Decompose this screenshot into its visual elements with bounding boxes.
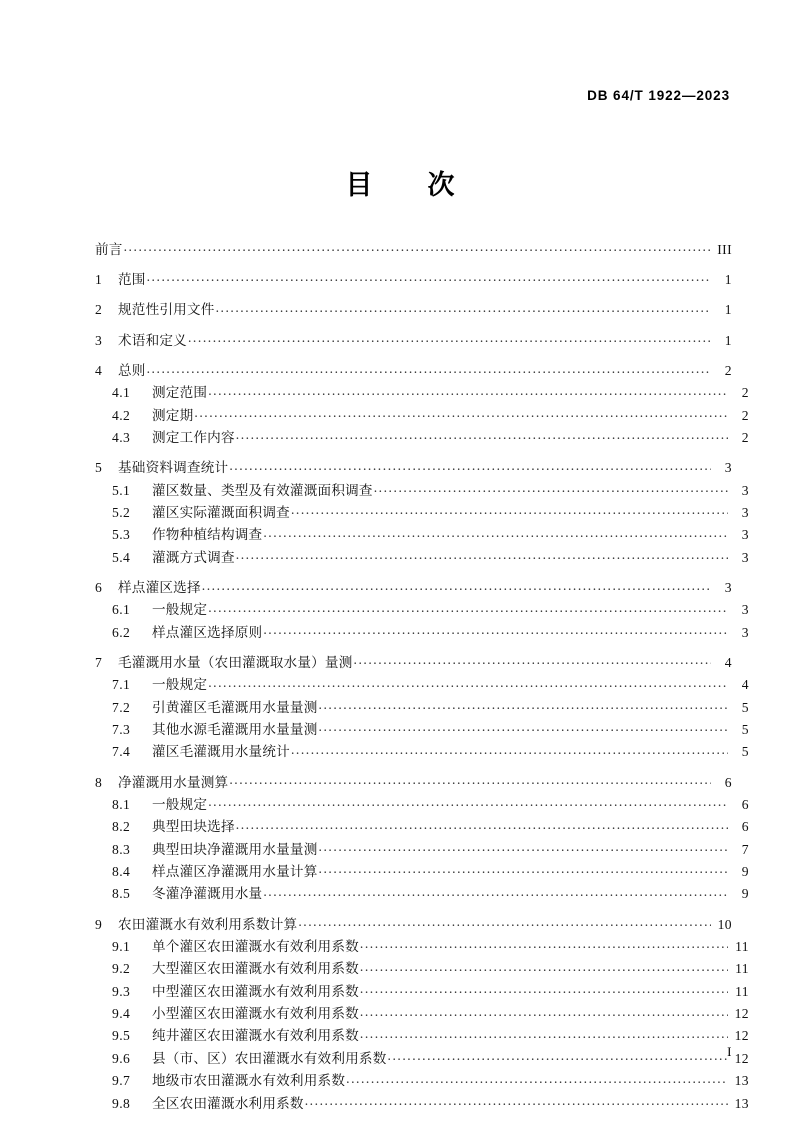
toc-entry[interactable] xyxy=(95,795,749,811)
toc-entry-page-number: 1 xyxy=(724,302,732,318)
toc-entry-page-number: 4 xyxy=(741,677,749,693)
toc-leader-dots xyxy=(229,773,711,787)
toc-leader-dots xyxy=(319,698,728,712)
toc-leader-dots xyxy=(263,623,728,637)
toc-leader-dots xyxy=(298,915,711,929)
toc-entry-label: 样点灌区净灌溉用水量计算 xyxy=(152,864,318,880)
toc-leader-dots xyxy=(360,982,728,996)
toc-entry-label: 前言 xyxy=(95,241,123,257)
toc-entry-page-number: 11 xyxy=(735,961,749,977)
toc-entry[interactable] xyxy=(95,1027,749,1043)
toc-entry-label: 县（市、区）农田灌溉水有效利用系数 xyxy=(152,1050,387,1066)
toc-entry-number: 6.2 xyxy=(112,624,131,640)
toc-entry[interactable] xyxy=(95,885,749,901)
toc-entry[interactable] xyxy=(95,406,749,422)
toc-entry-label: 灌区实际灌溉面积调查 xyxy=(152,504,290,520)
toc-leader-dots xyxy=(360,960,728,974)
toc-entry-label: 小型灌区农田灌溉水有效利用系数 xyxy=(152,1006,359,1022)
toc-entry-page-number: 3 xyxy=(724,460,732,476)
toc-entry-label: 灌区数量、类型及有效灌溉面积调查 xyxy=(152,482,373,498)
toc-entry-page-number: 5 xyxy=(741,721,749,737)
toc-entry-page-number: 3 xyxy=(741,624,749,640)
toc-entry-number: 7 xyxy=(95,655,103,671)
toc-entry-page-number: 3 xyxy=(741,482,749,498)
toc-entry[interactable] xyxy=(95,676,749,692)
toc-entry[interactable] xyxy=(95,601,749,617)
toc-entry-label: 灌溉方式调查 xyxy=(152,549,235,565)
toc-entry-label: 其他水源毛灌溉用水量量测 xyxy=(152,721,318,737)
toc-entry[interactable] xyxy=(95,526,749,542)
toc-entry-page-number: 6 xyxy=(724,774,732,790)
page-number-footer: I xyxy=(727,1044,732,1059)
toc-entry-number: 9.6 xyxy=(112,1050,131,1066)
toc-entry[interactable] xyxy=(95,623,749,639)
toc-entry-number: 4.2 xyxy=(112,407,131,423)
toc-entry-page-number: 6 xyxy=(741,796,749,812)
toc-entry-page-number: 5 xyxy=(741,699,749,715)
toc-entry-label: 测定范围 xyxy=(152,385,208,401)
toc-entry-number: 6.1 xyxy=(112,602,131,618)
toc-entry-label: 农田灌溉水有效利用系数计算 xyxy=(118,916,298,932)
toc-entry-number: 5.1 xyxy=(112,482,131,498)
toc-entry[interactable] xyxy=(95,1094,749,1110)
toc-entry-page-number: 3 xyxy=(741,527,749,543)
toc-entry-number: 8.1 xyxy=(112,796,131,812)
toc-entry[interactable] xyxy=(95,301,732,317)
toc-leader-dots xyxy=(360,937,728,951)
toc-entry-label: 净灌溉用水量测算 xyxy=(118,774,229,790)
toc-entry[interactable] xyxy=(95,579,732,595)
toc-leader-dots xyxy=(216,301,711,315)
toc-entry-label: 单个灌区农田灌溉水有效利用系数 xyxy=(152,938,359,954)
toc-entry-page-number: 13 xyxy=(734,1095,749,1111)
toc-entry[interactable] xyxy=(95,937,749,953)
toc-leader-dots xyxy=(360,1027,728,1041)
toc-entry[interactable] xyxy=(95,698,749,714)
toc-entry-page-number: 9 xyxy=(741,864,749,880)
toc-entry-label: 作物种植结构调查 xyxy=(152,527,263,543)
toc-entry[interactable] xyxy=(95,960,749,976)
toc-entry-label: 术语和定义 xyxy=(118,332,187,348)
toc-entry-number: 6 xyxy=(95,580,103,596)
toc-entry-number: 8.3 xyxy=(112,841,131,857)
toc-entry[interactable] xyxy=(95,481,749,497)
toc-entry-number: 7.3 xyxy=(112,721,131,737)
toc-entry-label: 典型田块选择 xyxy=(152,819,235,835)
toc-entry[interactable] xyxy=(95,1072,749,1088)
toc-entry-number: 2 xyxy=(95,302,103,318)
toc-entry-label: 基础资料调查统计 xyxy=(118,460,229,476)
toc-entry-page-number: 3 xyxy=(724,580,732,596)
toc-entry[interactable] xyxy=(95,915,732,931)
toc-leader-dots xyxy=(236,818,728,832)
toc-entry-label: 范围 xyxy=(118,271,146,287)
toc-entry[interactable] xyxy=(95,982,749,998)
toc-leader-dots xyxy=(346,1072,728,1086)
toc-leader-dots xyxy=(208,601,728,615)
toc-entry-page-number: 5 xyxy=(741,744,749,760)
toc-leader-dots xyxy=(202,579,711,593)
toc-entry[interactable] xyxy=(95,862,749,878)
toc-entry[interactable] xyxy=(95,270,732,286)
toc-entry-page-number: 2 xyxy=(741,430,749,446)
toc-leader-dots xyxy=(360,1005,728,1019)
table-of-contents xyxy=(95,240,749,1111)
toc-entry[interactable] xyxy=(95,720,749,736)
toc-entry-page-number: 6 xyxy=(741,819,749,835)
toc-entry-label: 引黄灌区毛灌溉用水量量测 xyxy=(152,699,318,715)
toc-entry[interactable] xyxy=(95,1005,749,1021)
toc-entry-label: 纯井灌区农田灌溉水有效利用系数 xyxy=(152,1028,359,1044)
toc-entry-page-number: 9 xyxy=(741,886,749,902)
toc-entry[interactable] xyxy=(95,1049,749,1065)
toc-entry-label: 样点灌区选择 xyxy=(118,580,201,596)
toc-entry-page-number: 13 xyxy=(734,1073,749,1089)
toc-entry[interactable] xyxy=(95,840,749,856)
standard-number-header: DB 64/T 1922—2023 xyxy=(587,88,730,103)
toc-leader-dots xyxy=(291,503,728,517)
toc-entry-label: 一般规定 xyxy=(152,602,208,618)
toc-entry-page-number: 2 xyxy=(741,407,749,423)
toc-entry-number: 1 xyxy=(95,271,103,287)
toc-entry-label: 一般规定 xyxy=(152,796,208,812)
toc-entry-label: 规范性引用文件 xyxy=(118,302,215,318)
toc-entry-number: 3 xyxy=(95,332,103,348)
toc-entry-label: 测定工作内容 xyxy=(152,430,235,446)
toc-entry-number: 9.8 xyxy=(112,1095,131,1111)
toc-entry[interactable] xyxy=(95,653,732,669)
toc-entry-number: 8.2 xyxy=(112,819,131,835)
toc-entry-page-number: 11 xyxy=(735,938,749,954)
toc-entry-number: 4.1 xyxy=(112,385,131,401)
toc-entry-page-number: 3 xyxy=(741,602,749,618)
toc-entry-number: 9.7 xyxy=(112,1073,131,1089)
toc-entry-page-number: 3 xyxy=(741,549,749,565)
toc-entry[interactable] xyxy=(95,818,749,834)
toc-entry-page-number: 1 xyxy=(724,271,732,287)
toc-entry-label: 测定期 xyxy=(152,407,194,423)
toc-entry-number: 8.4 xyxy=(112,864,131,880)
toc-entry-label: 冬灌净灌溉用水量 xyxy=(152,886,263,902)
toc-entry-number: 9.3 xyxy=(112,983,131,999)
toc-entry-number: 5.2 xyxy=(112,504,131,520)
toc-entry-label: 典型田块净灌溉用水量量测 xyxy=(152,841,318,857)
toc-entry-number: 9.2 xyxy=(112,961,131,977)
toc-entry-label: 一般规定 xyxy=(152,677,208,693)
toc-entry-label: 毛灌溉用水量（农田灌溉取水量）量测 xyxy=(118,655,353,671)
toc-leader-dots xyxy=(236,428,728,442)
toc-entry[interactable] xyxy=(95,240,732,256)
toc-entry-page-number: 12 xyxy=(734,1006,749,1022)
toc-entry-number: 9.1 xyxy=(112,938,131,954)
toc-entry[interactable] xyxy=(95,548,749,564)
toc-entry-number: 8 xyxy=(95,774,103,790)
toc-entry-page-number: 7 xyxy=(741,841,749,857)
toc-entry[interactable] xyxy=(95,384,749,400)
toc-entry-page-number: 1 xyxy=(724,332,732,348)
toc-entry[interactable] xyxy=(95,743,749,759)
toc-entry-number: 7.2 xyxy=(112,699,131,715)
toc-entry-page-number: 2 xyxy=(724,363,732,379)
toc-entry-page-number: III xyxy=(717,241,732,257)
toc-entry-label: 灌区毛灌溉用水量统计 xyxy=(152,744,290,760)
toc-entry-page-number: 12 xyxy=(734,1028,749,1044)
toc-entry[interactable] xyxy=(95,503,749,519)
toc-entry-number: 5 xyxy=(95,460,103,476)
toc-leader-dots xyxy=(147,270,711,284)
toc-leader-dots xyxy=(188,331,711,345)
toc-leader-dots xyxy=(147,362,711,376)
toc-leader-dots xyxy=(208,384,728,398)
toc-leader-dots xyxy=(388,1049,729,1063)
page-title: 目 次 xyxy=(345,170,469,200)
toc-entry-page-number: 10 xyxy=(717,916,732,932)
toc-entry-number: 5.4 xyxy=(112,549,131,565)
toc-entry[interactable] xyxy=(95,428,749,444)
toc-leader-dots xyxy=(236,548,728,562)
toc-leader-dots xyxy=(354,653,712,667)
toc-entry-label: 总则 xyxy=(118,363,146,379)
toc-entry[interactable] xyxy=(95,459,732,475)
toc-entry-number: 9 xyxy=(95,916,103,932)
toc-entry-page-number: 4 xyxy=(724,655,732,671)
toc-leader-dots xyxy=(208,676,728,690)
toc-entry-number: 4.3 xyxy=(112,430,131,446)
toc-entry-page-number: 11 xyxy=(735,983,749,999)
toc-leader-dots xyxy=(291,743,728,757)
toc-entry-number: 8.5 xyxy=(112,886,131,902)
toc-leader-dots xyxy=(208,795,728,809)
toc-entry[interactable] xyxy=(95,773,732,789)
toc-entry[interactable] xyxy=(95,331,732,347)
toc-leader-dots xyxy=(263,885,728,899)
toc-entry-number: 5.3 xyxy=(112,527,131,543)
toc-leader-dots xyxy=(319,720,728,734)
toc-entry[interactable] xyxy=(95,362,732,378)
toc-leader-dots xyxy=(305,1094,728,1108)
toc-entry-page-number: 2 xyxy=(741,385,749,401)
toc-entry-label: 大型灌区农田灌溉水有效利用系数 xyxy=(152,961,359,977)
toc-entry-label: 样点灌区选择原则 xyxy=(152,624,263,640)
toc-leader-dots xyxy=(229,459,711,473)
toc-entry-page-number: 12 xyxy=(734,1050,749,1066)
toc-entry-label: 地级市农田灌溉水有效利用系数 xyxy=(152,1073,346,1089)
toc-entry-number: 9.4 xyxy=(112,1006,131,1022)
toc-leader-dots xyxy=(194,406,728,420)
toc-leader-dots xyxy=(319,862,728,876)
toc-leader-dots xyxy=(319,840,728,854)
toc-leader-dots xyxy=(263,526,728,540)
toc-entry-label: 中型灌区农田灌溉水有效利用系数 xyxy=(152,983,359,999)
toc-entry-number: 9.5 xyxy=(112,1028,131,1044)
toc-leader-dots xyxy=(124,240,711,254)
toc-entry-number: 7.1 xyxy=(112,677,131,693)
toc-leader-dots xyxy=(374,481,728,495)
toc-entry-number: 7.4 xyxy=(112,744,131,760)
toc-entry-number: 4 xyxy=(95,363,103,379)
toc-entry-label: 全区农田灌溉水利用系数 xyxy=(152,1095,304,1111)
toc-entry-page-number: 3 xyxy=(741,504,749,520)
